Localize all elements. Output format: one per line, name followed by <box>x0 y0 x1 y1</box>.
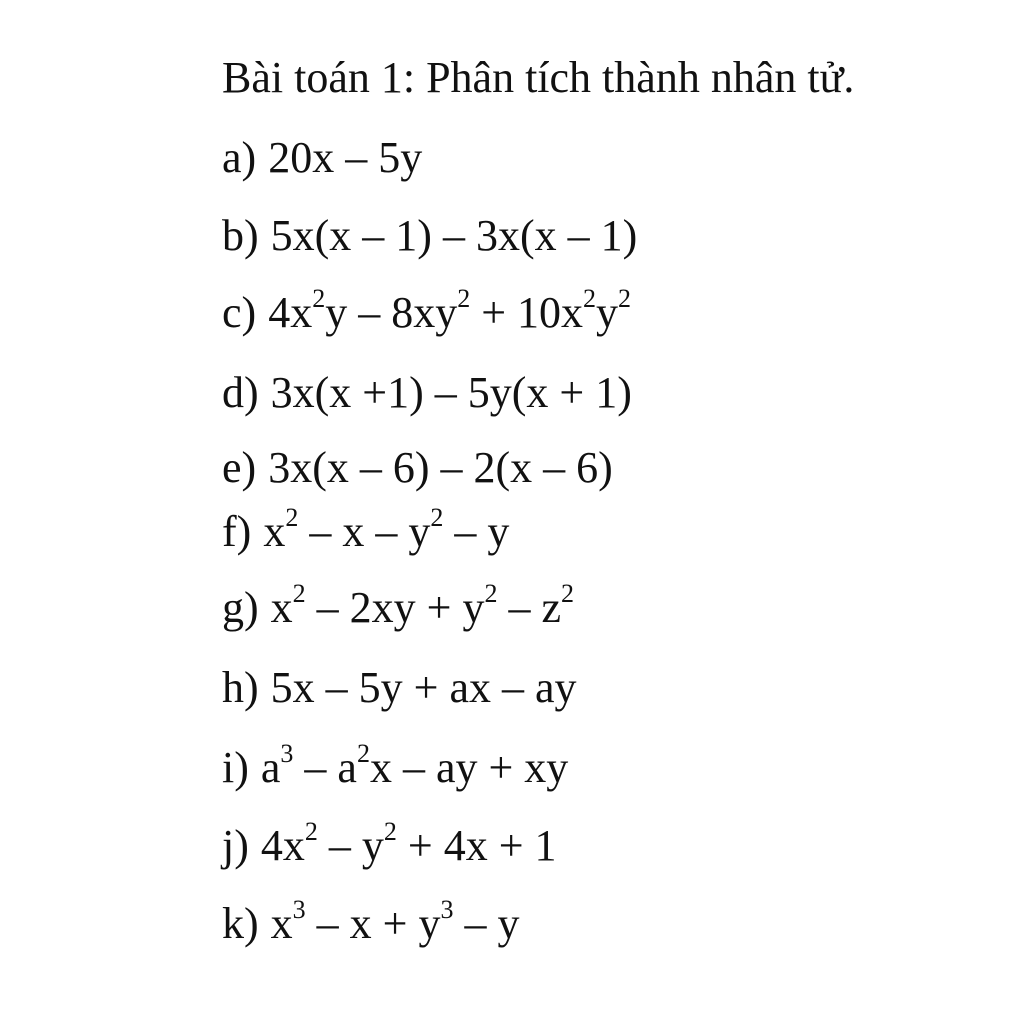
item-label: g) <box>222 583 259 632</box>
item-expression: $4x^2 - y^2 + 4x + 1$ <box>260 817 557 870</box>
item-expression: $x^2$ – x – $y^2$ – y <box>263 503 510 556</box>
exercise-item-a <box>222 132 422 184</box>
exercise-item-f <box>222 503 510 558</box>
item-expression: 5x – 5y + ax – ay <box>270 663 577 712</box>
exercise-item-d <box>222 367 632 419</box>
exercise-item-h <box>222 662 577 714</box>
item-label: f) <box>222 507 252 556</box>
problem-title: Bài toán 1: Phân tích thành nhân tử. <box>222 53 855 102</box>
exercise-item-e <box>222 442 613 494</box>
item-label: d) <box>222 368 259 417</box>
item-expression: 5x(x – 1) – 3x(x – 1) <box>270 211 638 260</box>
item-expression: $4x^2y - 8xy^2 + 10x^2y^2$ <box>268 284 632 337</box>
exercise-item-i <box>222 739 569 794</box>
exercise-item-c <box>222 284 632 339</box>
item-label: e) <box>222 443 257 492</box>
item-expression: $a^3 - a^2x$ – ay + xy <box>260 739 569 792</box>
item-expression: 3x(x – 6) – 2(x – 6) <box>268 443 613 492</box>
exercise-item-g <box>222 579 575 634</box>
item-label: a) <box>222 133 257 182</box>
exercise-item-j <box>222 817 557 872</box>
item-label: i) <box>222 743 249 792</box>
exercise-item-b <box>222 210 637 262</box>
exercise-item-k <box>222 895 520 950</box>
item-expression: 3x(x +1) – 5y(x + 1) <box>270 368 632 417</box>
item-label: j) <box>222 821 249 870</box>
item-expression: $x^2 - 2xy + y^2 - z^2$ <box>270 579 575 632</box>
item-label: h) <box>222 663 259 712</box>
item-label: c) <box>222 288 257 337</box>
item-expression: 20x – 5y <box>268 133 423 182</box>
item-expression: $x^3 - x + y^3 - y$ <box>270 895 520 948</box>
item-label: b) <box>222 211 259 260</box>
item-label: k) <box>222 899 259 948</box>
